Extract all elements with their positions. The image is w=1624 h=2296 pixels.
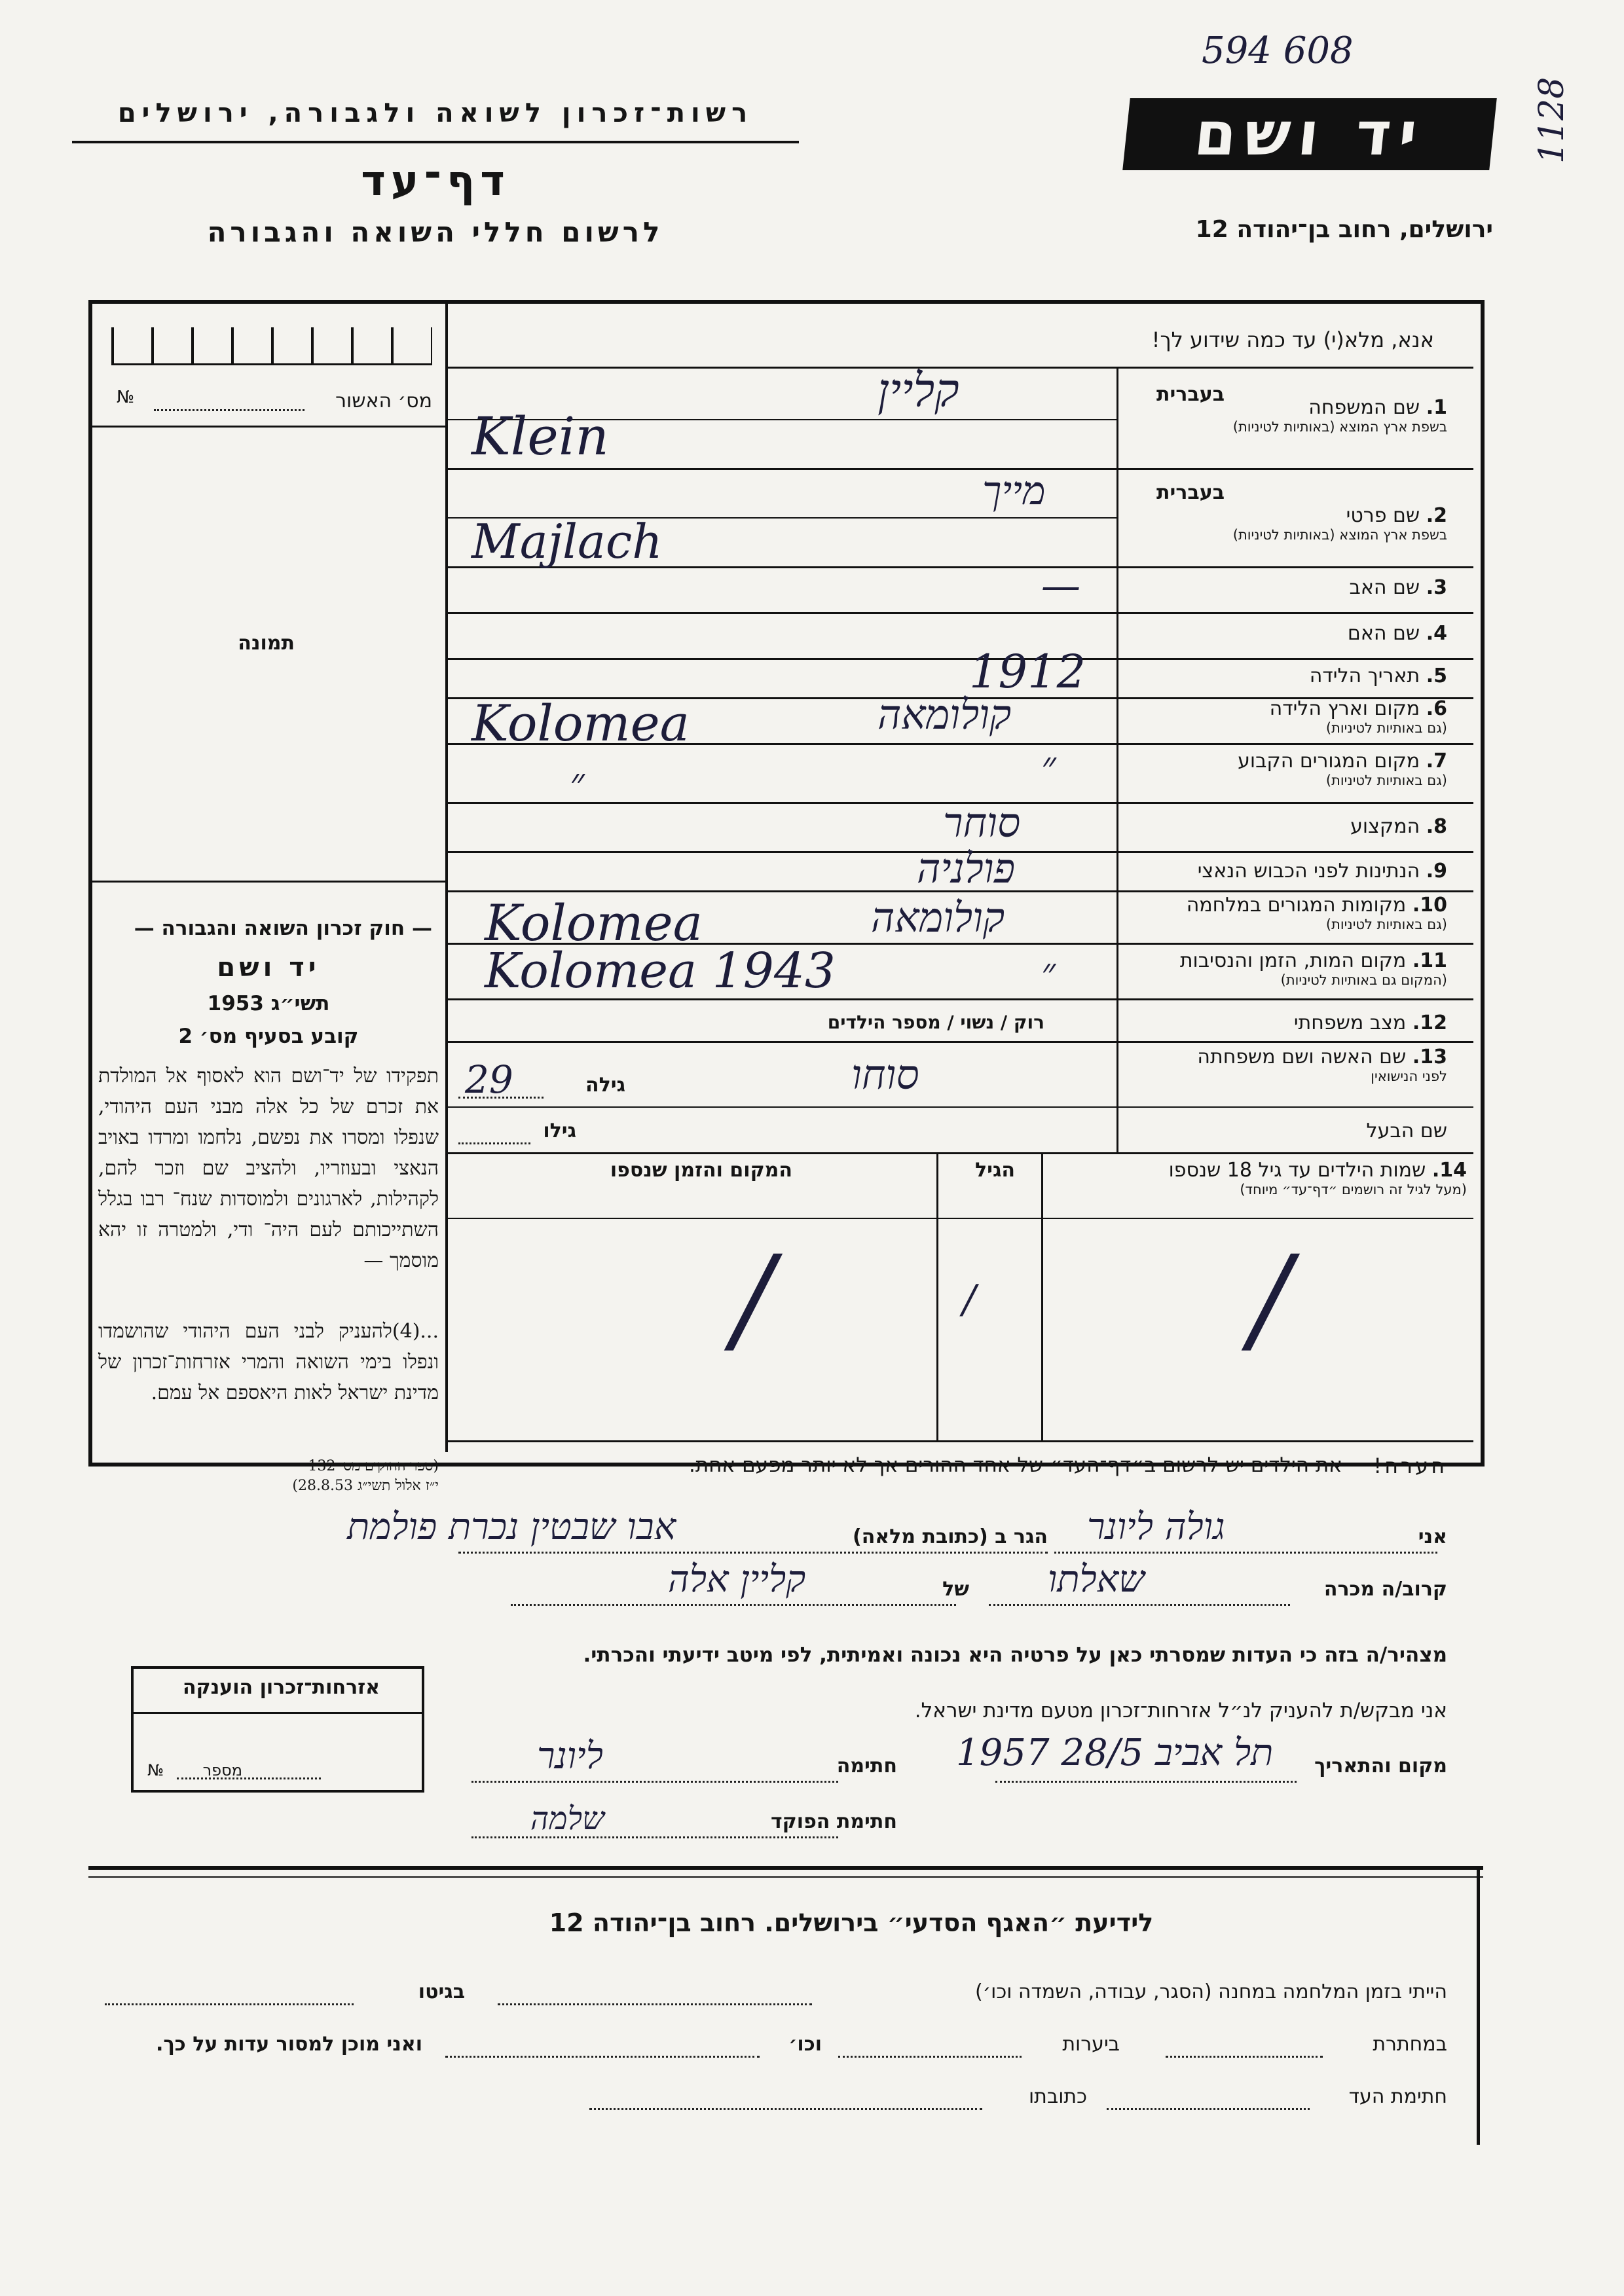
note-text: את הילדים יש לרשום ב״דף־העד״ של אחד ההורים אך לא יותר מפעם אחת.	[689, 1453, 1342, 1477]
field-9-label: 9. הנתינות לפני הכבוש הנאצי	[1197, 860, 1447, 883]
cert-box-number: מספר	[202, 1761, 242, 1779]
children-divider-2	[936, 1154, 938, 1442]
field-7-label: 7. מקום המגורים הקבוע (גם באותיות לטיניות)	[1238, 750, 1447, 788]
authority-name: רשות־זכרון לשואה ולגבורה, ירושלים	[117, 98, 754, 128]
children-col-age: הגיל	[975, 1159, 1015, 1182]
children-header-rule	[448, 1218, 1473, 1219]
footer-camp-label: הייתי בזמן המלחמה במחנה (הסגר, עבודה, השמדה וכו׳)	[974, 1980, 1447, 2003]
declaration-i-line	[1054, 1552, 1437, 1554]
cert-box-line	[177, 1777, 321, 1779]
footer-camp-line	[498, 2003, 812, 2005]
law-section: קובע בסעיף מס׳ 2	[178, 1025, 359, 1048]
footer-ghetto-label: בגיטו	[418, 1980, 465, 2003]
law-name: יד ושם	[217, 953, 320, 983]
field-8-value[interactable]: סוחר	[943, 799, 1021, 847]
wife-age-line	[458, 1097, 544, 1099]
row-13-mid	[448, 1106, 1473, 1108]
cert-number-label: מס׳ האשור	[335, 390, 432, 412]
field-12-label: 12. מצב משפחתי	[1293, 1011, 1447, 1034]
cert-box-rule	[134, 1712, 422, 1714]
cert-box-prefix: №	[147, 1761, 164, 1779]
field-3-value[interactable]: —	[1041, 563, 1080, 609]
law-text-2: ...(4)להעניק לבני העם היהודי שהושמדו ונפלו בימי השואה והמרי אזרחות־זכרון של מדינת ישראל לאות היאספם אל עמם.	[98, 1320, 439, 1404]
law-heading: — חוק זכרון השואה והגבורה —	[134, 917, 432, 940]
officer-label: חתימת הפוקד	[771, 1810, 897, 1833]
law-text: תפקידו של יד־ושם הוא לאסוף אל המולדת את זכרם של כל אלה מבני העם היהודי, שנפלו ומסרו את נפשם, נלחמו ומרדו באויב הנאצי ובעוזריו, ולהציב שם וזכר להם, לקהילות, לארגונים ולמוסדות שנח־ רבו בגלל השתייכותם לעם היה־ ודי, ולמטרה זו יהא מוסמך —	[98, 1065, 439, 1272]
declaration-relation-label: קרוב/ה מכרה	[1323, 1578, 1447, 1601]
logo-text: יד ושם	[1191, 99, 1428, 169]
footer-willing-label: ואני מוכן למסור עדות על כך.	[156, 2033, 422, 2056]
field-6-label: 6. מקום וארץ הלידה (גם באותיות לטיניות)	[1269, 697, 1447, 736]
field-10-label: 10. מקומות המגורים במלחמה (גם באותיות לטיניות)	[1186, 894, 1447, 932]
children-entry-age[interactable]: /	[963, 1277, 976, 1322]
field-11-label: 11. מקום המות, הזמן והנסיבות (המקום גם באותיות לטיניות)	[1179, 949, 1447, 988]
law-ref-2: י״ז אלול תשי״ג 28.8.53)	[292, 1478, 439, 1494]
field-1-label: 1. שם המשפחה בשפת ארץ המוצא (באותיות לטיניות)	[1232, 396, 1447, 435]
declaration-i-label: אני	[1418, 1525, 1447, 1548]
signature-line	[471, 1781, 838, 1783]
declaration-relation-value[interactable]: שאלתו	[1048, 1558, 1145, 1601]
photo-label: תמונה	[238, 632, 295, 655]
row-1-bottom	[448, 468, 1473, 470]
footer-etc-line	[445, 2056, 760, 2058]
law-year-num: 1953	[207, 992, 264, 1015]
footer-address-line	[589, 2108, 982, 2110]
row-12-bottom	[448, 1041, 1473, 1043]
place-date-line	[995, 1781, 1297, 1783]
address: ירושלים, רחוב בן־יהודה 12	[1195, 216, 1493, 243]
field-10-hebrew[interactable]: קולומאה	[871, 894, 1005, 941]
husband-label: שם הבעל	[1366, 1120, 1447, 1142]
field-8-label: 8. המקצוע	[1350, 815, 1447, 838]
field-5-value[interactable]: 1912	[969, 645, 1086, 699]
declaration-resides-value[interactable]: אבו שבטין נכרת פולמת	[347, 1506, 676, 1548]
children-divider-1	[1041, 1154, 1043, 1442]
footer-witness-sig-line	[1107, 2108, 1310, 2110]
wife-age-value[interactable]: 29	[465, 1057, 513, 1102]
instruction-rule	[448, 367, 1473, 369]
signature-value[interactable]: ליונר	[537, 1735, 603, 1777]
footer-right-border	[1477, 1870, 1480, 2145]
field-4-label: 4. שם האם	[1347, 622, 1447, 645]
footer-ghetto-line	[105, 2003, 354, 2005]
husband-age-label: גילו	[543, 1120, 576, 1142]
law-year-heb: תשי״ג	[270, 992, 330, 1015]
law-year	[98, 992, 439, 1015]
declaration-of-value[interactable]: קליין אלה	[668, 1558, 806, 1601]
footer-underground-line	[1166, 2056, 1323, 2058]
left-column-divider	[445, 303, 448, 1452]
field-6-latin[interactable]: Kolomea	[471, 694, 690, 752]
field-11-latin[interactable]: Kolomea 1943	[485, 943, 836, 999]
footer-witness-sig-label: חתימת העד	[1348, 2085, 1447, 2108]
field-13-label: 13. שם האשה ושם משפחתה לפני הנישואין	[1197, 1046, 1447, 1084]
field-1-hebrew[interactable]: קליין	[877, 363, 959, 417]
officer-value[interactable]: שלמה	[530, 1800, 605, 1837]
field-9-value[interactable]: פולניה	[917, 845, 1016, 892]
photo-ticks	[111, 327, 432, 365]
cert-number-line[interactable]	[154, 409, 304, 411]
field-6-hebrew[interactable]: קולומאה	[877, 691, 1012, 738]
note-rule	[448, 1440, 1473, 1442]
field-13-value[interactable]: סוחו	[851, 1051, 919, 1099]
row-4-bottom	[448, 658, 1473, 660]
field-1-latin[interactable]: Klein	[471, 406, 609, 467]
note-label: הערה!	[1373, 1453, 1447, 1478]
header-rule	[72, 141, 799, 143]
field-7-hebrew[interactable]: ״	[1041, 743, 1056, 789]
declaration-resides-line	[458, 1552, 1048, 1554]
row-13-bottom	[448, 1152, 1473, 1154]
field-2-hebrew[interactable]: מייך	[982, 468, 1046, 514]
field-10-latin[interactable]: Kolomea	[485, 894, 703, 952]
cert-number-prefix: №	[117, 388, 135, 407]
field-2-latin[interactable]: Majlach	[471, 514, 663, 569]
row-3-bottom	[448, 612, 1473, 614]
declaration-resides-label: הגר ב (כתובת מלאה)	[852, 1525, 1048, 1548]
photo-box-top	[92, 426, 445, 428]
photo-box-bottom	[92, 881, 445, 883]
logo	[1122, 98, 1497, 170]
footer-forests-line	[838, 2056, 1022, 2058]
field-5-label: 5. תאריך הלידה	[1309, 665, 1447, 687]
children-entry-place[interactable]: /	[733, 1231, 773, 1368]
law-ref-1: (ספר החוקים מס׳ 132	[308, 1458, 439, 1474]
place-date-label: מקום והתאריך	[1314, 1755, 1447, 1777]
officer-line	[471, 1836, 838, 1838]
field-2-tag: בעברית	[1156, 481, 1225, 504]
field-2-label: 2. שם פרטי בשפת ארץ המוצא (באותיות לטיניות)	[1232, 504, 1447, 543]
footer-forests-label: ביערות	[1062, 2033, 1120, 2056]
field-1-tag: בעברית	[1156, 383, 1225, 406]
footer-address-label: כתובתו	[1029, 2085, 1087, 2108]
cert-box-title: אזרחות־זכרון הוענקה	[182, 1676, 380, 1699]
declaration-of-line	[511, 1604, 956, 1606]
footer-heading: לידיעת ״האגף הסדעי״ בירושלים. רחוב בן־יהודה 12	[549, 1908, 1154, 1937]
children-entry-names[interactable]: /	[1251, 1231, 1291, 1368]
children-col-place: המקום והזמן שנספו	[610, 1159, 792, 1182]
place-date-value[interactable]: תל אביב 28/5 1957	[956, 1732, 1274, 1774]
margin-number: 1128	[1532, 77, 1572, 164]
form-title: דף־עד	[361, 157, 510, 206]
field-7-latin[interactable]: ״	[570, 759, 585, 805]
declaration-statement: מצהיר/ה בזה כי העדות שמסרתי כאן על פרטיה היא נכונה ואמיתית, לפי מיטב ידיעתי והכרתי.	[583, 1643, 1447, 1667]
footer-rule-top	[88, 1866, 1483, 1870]
footer-etc-label: וכו׳	[788, 2033, 822, 2056]
wife-age-label: גילה	[585, 1074, 625, 1097]
label-column-divider	[1116, 369, 1118, 1154]
marital-options: רוק / נשוי / מספר הילדים	[827, 1011, 1044, 1033]
document-number: 594 608	[1202, 29, 1354, 72]
declaration-of-label: של	[942, 1578, 969, 1601]
footer-rule-top-2	[88, 1876, 1483, 1878]
field-11-hebrew[interactable]: ״	[1041, 949, 1056, 994]
footer-underground-label: במחתרת	[1373, 2033, 1447, 2056]
husband-age-line	[458, 1142, 530, 1144]
signature-label: חתימה	[836, 1755, 897, 1777]
declaration-request: אני מבקש/ת להעניק לנ״ל אזרחות־זכרון מטעם מדינת ישראל.	[914, 1699, 1447, 1722]
form-subtitle: לרשום חללי השואה והגבורה	[207, 216, 664, 248]
declaration-i-value[interactable]: גולה ליונר	[1087, 1506, 1225, 1548]
form-instruction: אנא, מלא(י) עד כמה שידוע לך!	[1151, 327, 1434, 352]
declaration-relation-line	[989, 1604, 1290, 1606]
field-3-label: 3. שם האב	[1349, 576, 1447, 599]
children-label: 14. שמות הילדים עד גיל 18 שנספו (מעל לגיל זה רושמים ״דף־עד״ מיוחד)	[1168, 1159, 1467, 1197]
